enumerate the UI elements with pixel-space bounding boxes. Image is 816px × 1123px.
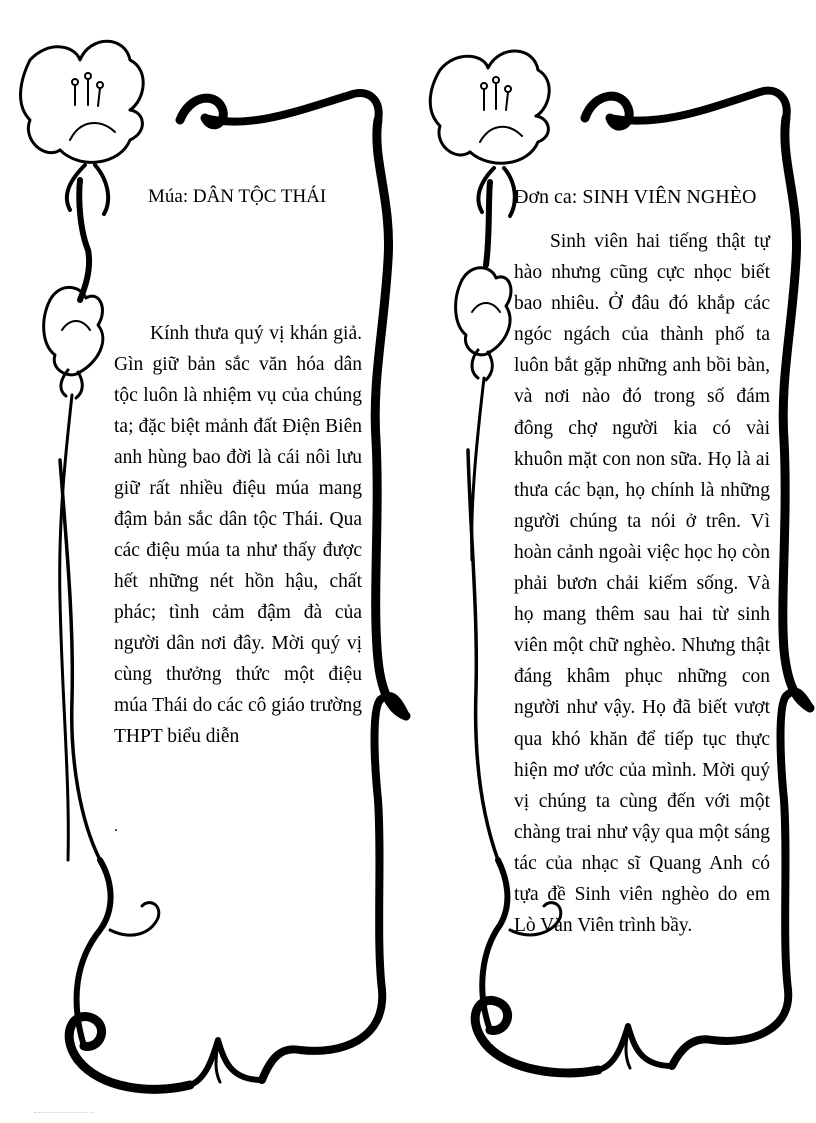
page-footer-mark xyxy=(34,1112,94,1117)
left-card-body: Kính thưa quý vị khán giả. Gìn giữ bản sắc văn hóa dân tộc luôn là nhiệm vụ của chúng ta; đặc biệt mảnh đất Điện Biên anh hùng bao đời là cái nôi lưu giữ rất nhiều điệu múa mang đậm bản sắc dân tộc Thái. Qua các điệu múa ta như thấy được hết những nét hồn hậu, chất phác; tình cảm đậm đà của người dân nơi đây. Mời quý vị cùng thưởng thức một điệu múa Thái do các cô giáo trường THPT biểu diễn xyxy=(114,323,362,747)
right-card-title: Đơn ca: SINH VIÊN NGHÈO xyxy=(514,186,757,208)
left-card-trailing-mark: . xyxy=(114,818,118,835)
right-card-body: Sinh viên hai tiếng thật tự hào nhưng cũng cực nhọc biết bao nhiêu. Ở đâu đó khắp các ngóc ngách của thành phố ta luôn bắt gặp những anh bồi bàn, và nơi nào đó trong số đám đông chợ người kia có vài khuôn mặt con non sữa. Họ là ai thưa các bạn, họ chính là những người chúng ta nói ở trên. Vì hoàn cảnh ngoài việc học họ còn phải bươn chải kiếm sống. Và họ mang thêm sau hai từ sinh viên một chữ nghèo. Nhưng thật đáng khâm phục những con người như vậy. Họ đã biết vượt qua khó khăn để tiếp tục thực hiện mơ ước của mình. Mời quý vị chúng ta cùng đến với một chàng trai như vậy qua một sáng tác của nhạc sĩ Quang Anh có tựa đề Sinh viên nghèo do em Lò Văn Viên trình bầy. xyxy=(514,231,770,937)
left-card-title: Múa: DÂN TỘC THÁI xyxy=(148,186,327,207)
